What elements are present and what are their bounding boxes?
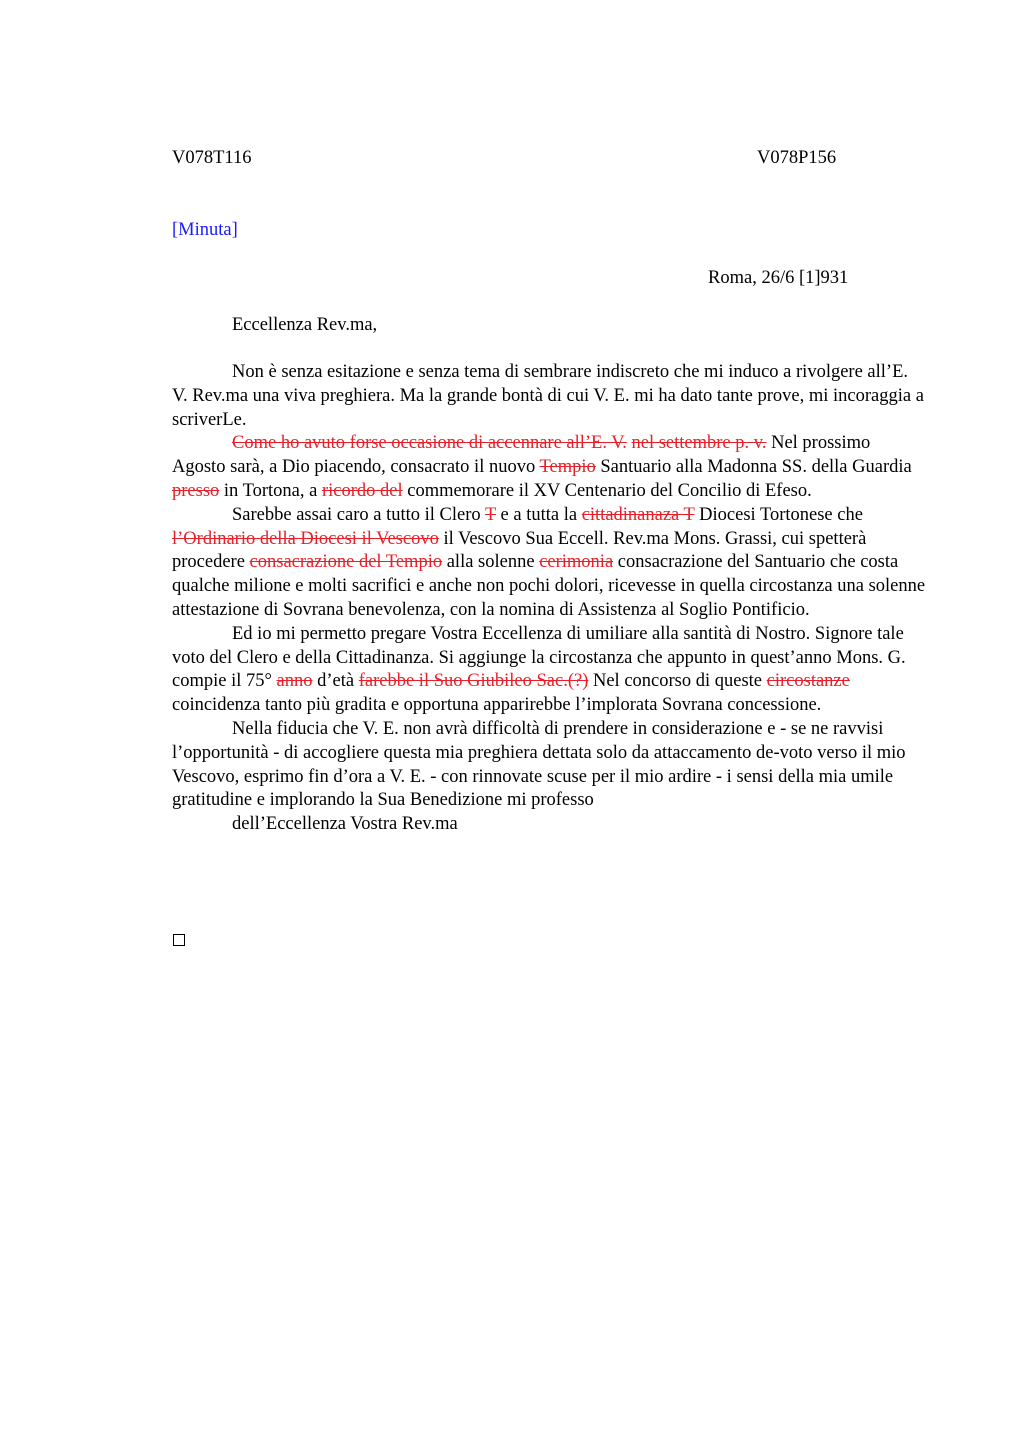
deleted-text: Tempio <box>539 457 596 478</box>
document-code-right: V078P156 <box>757 148 837 168</box>
text-segment: Nel concorso di queste <box>588 671 767 692</box>
text-segment: consacrazione del Santuario che costa qualche milione e molti sacrifici e anche non pochi dolori, ricevesse in quella circostanza una solenne attestazione di Sovrana benevolenza, con la nomina di Assistenza al Soglio Pontificio. <box>172 552 926 620</box>
deleted-text: circostanze <box>766 671 850 692</box>
text-segment: Santuario alla Madonna SS. della Guardia <box>595 457 912 478</box>
text-segment: Non è senza esitazione e senza tema di sembrare indiscreto che mi induco a rivolgere all’E. V. Rev.ma una viva preghiera. Ma la grande bontà di cui V. E. mi ha dato tante prove, mi incoraggia a scriverLe. <box>172 362 924 430</box>
salutation: Eccellenza Rev.ma, <box>232 315 378 335</box>
deleted-text: cittadinanaza T <box>581 504 695 525</box>
paragraph <box>172 623 926 718</box>
text-segment: Ed io mi permetto pregare Vostra Eccellenza di umiliare alla santità di Nostro. Signore tale voto del Clero e della Cittadinanza. Si aggiunge la circostanza che appunto in quest’anno Mons. G. compie il 75° <box>172 623 906 692</box>
date-line: Roma, 26/6 [1]931 <box>708 268 849 288</box>
deleted-text: T <box>484 504 496 525</box>
deleted-text: nel settembre p. v. <box>631 433 767 454</box>
minuta-label: [Minuta] <box>172 220 238 240</box>
deleted-text: l’Ordinario della Diocesi il Vescovo <box>172 528 439 549</box>
paragraph <box>172 361 926 432</box>
deleted-text: cerimonia <box>539 552 614 573</box>
deleted-text: ricordo del <box>321 480 403 501</box>
letter-body <box>172 361 926 837</box>
paragraph <box>172 718 926 813</box>
text-segment: commemorare il XV Centenario del Concilio di Efeso. <box>402 480 812 501</box>
checkbox-icon[interactable] <box>173 934 185 946</box>
text-segment: il Vescovo Sua Eccell. Rev.ma Mons. Grassi, cui spetterà procedere <box>172 528 867 573</box>
text-segment: Diocesi Tortonese che <box>694 504 863 525</box>
deleted-text: Come ho avuto forse occasione di accennare all’E. V. <box>232 433 627 454</box>
deleted-text: anno <box>276 671 313 692</box>
paragraph <box>172 504 926 623</box>
deleted-text: farebbe il Suo Giubileo Sac.(?) <box>358 671 589 692</box>
deleted-text: presso <box>172 480 220 501</box>
document-code-left: V078T116 <box>172 148 252 168</box>
text-segment: Nella fiducia che V. E. non avrà difficoltà di prendere in considerazione e - se ne ravvisi l’opportunità - di accogliere questa mia preghiera dettata solo da attaccamento de-voto verso il mio Vescovo, esprimo fin d’ora a V. E. - con rinnovate scuse per il mio ardire - i sensi della mia umile gratitudine e implorando la Sua Benedizione mi professo <box>172 718 906 811</box>
text-segment: coincidenza tanto più gradita e opportuna apparirebbe l’implorata Sovrana concessione. <box>172 695 822 716</box>
deleted-text: consacrazione del Tempio <box>249 552 443 573</box>
text-segment: e a tutta la <box>495 504 582 525</box>
text-segment: Nel prossimo Agosto sarà, a Dio piacendo, consacrato il nuovo <box>172 433 871 478</box>
text-segment: d’età <box>312 671 359 692</box>
text-segment: in Tortona, a <box>219 480 322 501</box>
paragraph <box>172 432 926 503</box>
text-segment: alla solenne <box>442 552 540 573</box>
closing-formula: dell’Eccellenza Vostra Rev.ma <box>232 814 458 835</box>
text-segment: Sarebbe assai caro a tutto il Clero <box>232 504 485 525</box>
paragraph-list <box>172 361 926 813</box>
